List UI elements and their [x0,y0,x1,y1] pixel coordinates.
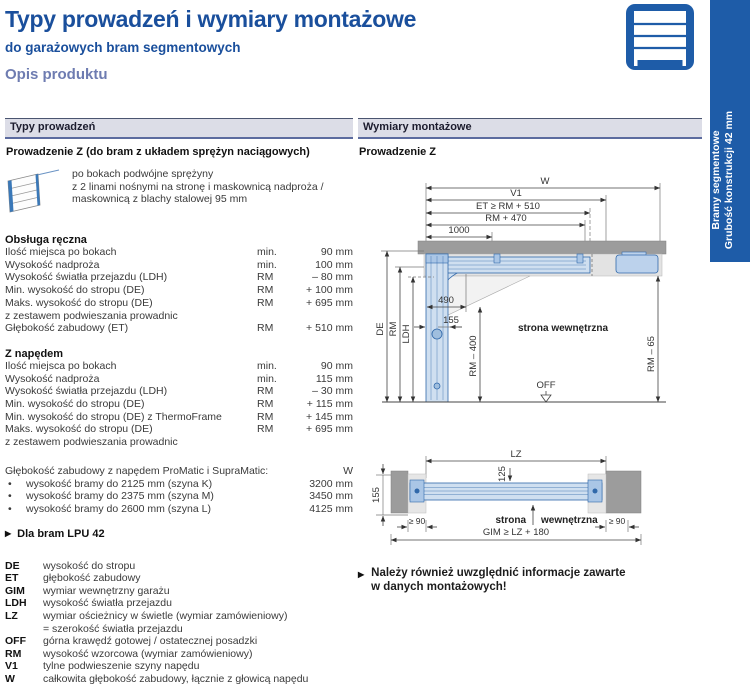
spec-label: Min. wysokość do stropu (DE) z ThermoFrame [5,410,222,423]
legend-desc: wysokość do stropu [43,559,136,572]
side-tab-line1: Bramy segmentowe [710,130,722,230]
dim-rm400: RM – 400 [468,335,479,377]
spec-row [5,436,353,449]
spec-ref: RM [257,423,274,436]
spec-value: + 695 mm [306,423,353,436]
left-subheader: Prowadzenie Z (do bram z układem sprężyn naciągowych) [6,146,310,158]
bullet-row [5,503,353,516]
sectional-door-icon [625,3,695,78]
dim-rm: RM [388,321,399,337]
legend-desc: całkowita głębokość zabudowy, łącznie z głowicą napędu [43,673,309,685]
wall-left [391,471,408,513]
legend-term: W [5,673,15,685]
right-section-header: Wymiary montażowe [358,118,702,139]
legend-term: OFF [5,635,26,648]
bullet-glyph: • [8,477,12,490]
legend-row [5,610,353,623]
manual-title: Obsługa ręczna [5,234,87,246]
legend-term: LZ [5,610,18,623]
legend-row [5,572,353,585]
spec-value [295,310,353,323]
spec-value: + 695 mm [306,296,353,309]
dim-1000: 1000 [448,225,470,236]
depth-header [5,465,353,478]
legend-desc: wysokość światła przejazdu [43,597,172,610]
bullet-value: 3450 mm [309,490,353,503]
spec-value: 115 mm [315,372,353,385]
dim-ldh: LDH [401,324,412,344]
legend-row [5,597,353,610]
legend-desc: głębokość zabudowy [43,572,141,585]
spec-ref: RM [257,398,274,411]
spec-row [5,398,353,411]
dim-rm470: RM + 470 [485,213,527,224]
depth-block [5,465,353,516]
legend-term: V1 [5,660,18,673]
spec-label: Wysokość nadproża [5,372,100,385]
legend-row [5,560,353,573]
spec-value: + 100 mm [306,284,353,297]
inside-label-right: wewnętrzna [541,515,598,526]
legend-desc: tylne podwieszenie szyny napędu [43,660,200,673]
spec-value: – 80 mm [312,271,353,284]
legend-row [5,673,353,686]
spec-ref: RM [257,410,274,423]
depth-title: Głębokość zabudowy z napędem ProMatic i SupraMatic: [5,464,269,477]
spec-value: 90 mm [320,359,353,372]
spec-value: + 145 mm [306,410,353,423]
spec-label: Ilość miejsca po bokach [5,359,117,372]
legend-term: LDH [5,597,27,610]
side-view-diagram [358,164,702,422]
right-column [358,118,702,594]
arrow-icon: ▶ [5,529,12,539]
side-tab [710,0,750,262]
intro-text [72,168,324,221]
right-subheader: Prowadzenie Z [359,146,437,158]
inside-label: strona wewnętrzna [517,323,609,334]
spec-value: 100 mm [315,258,353,271]
dim-155-top: 155 [371,487,382,503]
spec-row [5,360,353,373]
note-line1: Należy również uwzględnić informacje zawarte [371,567,626,579]
dim-ge90-right: ≥ 90 [608,516,626,526]
dim-de: DE [375,322,386,336]
spec-ref: RM [257,385,274,398]
drive-unit [616,255,658,273]
dim-lz: LZ [510,449,522,460]
legend-term: GIM [5,584,25,597]
arrow-icon: ▶ [358,570,365,579]
intro-line: maskownicą z blachy stalowej 95 mm [72,193,248,206]
legend-term: ET [5,572,19,585]
spec-label: z zestawem podwieszania prowadnic [5,309,178,322]
dim-v1: V1 [510,188,522,199]
spec-label: Głębokość zabudowy (ET) [5,322,129,335]
spec-ref: min. [257,372,277,385]
bullet-glyph: • [8,490,12,503]
bullet-label: wysokość bramy do 2125 mm (szyna K) [26,477,213,490]
page-subtitle: do garażowych bram segmentowych [5,40,241,55]
section-label: Opis produktu [5,66,108,83]
bullet-value: 3200 mm [309,477,353,490]
note-text [371,566,625,594]
spec-row [5,373,353,386]
dim-155: 155 [443,315,459,326]
spec-ref: min. [257,359,277,372]
bullet-row [5,478,353,491]
off-label: OFF [536,380,556,391]
powered-table [5,360,353,449]
bullet-glyph: • [8,502,12,515]
spec-value: – 30 mm [312,385,353,398]
legend-desc: = szerokość światła przejazdu [43,622,183,635]
top-view-diagram [358,428,702,546]
legend-desc: wymiar ościeżnicy w świetle (wymiar zamówieniowy) [43,610,288,623]
intro-line: po bokach podwójne sprężyny [72,168,214,180]
spec-value: + 510 mm [306,322,353,335]
spec-value: + 115 mm [306,398,353,411]
side-tab-label [710,50,750,310]
spec-value: 90 mm [320,246,353,258]
spec-ref: min. [257,246,277,258]
bullet-label: wysokość bramy do 2600 mm (szyna L) [26,502,211,515]
note-line2: w danych montażowych! [371,581,507,593]
spec-row [5,385,353,398]
legend-row [5,585,353,598]
legend-term [5,623,43,636]
spec-row [5,411,353,424]
for-doors-line [5,528,353,540]
spec-row [5,271,353,284]
note [358,566,702,594]
page-title: Typy prowadzeń i wymiary montażowe [5,6,417,32]
spec-ref: min. [257,258,277,271]
spec-ref: RM [257,322,274,335]
spec-row [5,246,353,259]
spec-value [295,436,353,449]
dim-et: ET ≥ RM + 510 [476,201,540,212]
dim-rm65: RM – 65 [646,336,657,372]
spec-row [5,259,353,272]
left-section-header: Typy prowadzeń [5,118,353,139]
legend-desc: górna krawędź gotowej / ostatecznej posadzki [43,635,258,648]
floor-level-symbol [541,395,551,402]
legend [5,560,353,686]
dim-490: 490 [438,295,454,306]
spec-row [5,297,353,310]
depth-col-label: W [343,464,353,477]
spec-row [5,310,353,323]
powered-title: Z napędem [5,347,64,360]
spec-label: Min. wysokość do stropu (DE) [5,284,145,297]
spec-ref [257,310,295,323]
spec-ref [257,436,295,449]
page-header [5,6,615,83]
dim-w: W [540,176,550,187]
inside-label-left: strona [495,515,526,526]
spec-label: Maks. wysokość do stropu (DE) [5,423,153,436]
dim-gim: GIM ≥ LZ + 180 [482,527,550,538]
left-column [5,118,353,686]
legend-term: RM [5,647,22,660]
bullet-row [5,490,353,503]
manual-table [5,246,353,335]
spec-label: Maks. wysokość do stropu (DE) [5,296,153,309]
side-tab-line2: Grubość konstrukcji 42 mm [723,110,735,250]
spec-ref: RM [257,296,274,309]
bullet-label: wysokość bramy do 2375 mm (szyna M) [26,490,214,503]
spec-label: z zestawem podwieszania prowadnic [5,436,178,449]
spec-row [5,284,353,297]
legend-row [5,660,353,673]
intro-block [5,168,353,221]
spec-row [5,423,353,436]
spec-label: Wysokość światła przejazdu (LDH) [5,385,168,398]
legend-row [5,635,353,648]
wall-right [606,471,641,513]
spec-label: Wysokość nadproża [5,258,100,271]
legend-desc: wymiar wewnętrzny garażu [43,584,170,597]
dim-ge90-left: ≥ 90 [408,516,426,526]
spec-row [5,322,353,335]
spec-label: Wysokość światła przejazdu (LDH) [5,271,168,284]
door-panel [410,483,602,500]
spec-label: Ilość miejsca po bokach [5,246,117,258]
spec-ref: RM [257,284,274,297]
intro-line: z 2 linami nośnymi na stronę i maskownicą nadproża / [72,180,324,193]
legend-desc: wysokość wzorcowa (wymiar zamówieniowy) [43,647,253,660]
legend-row [5,648,353,661]
spec-ref: RM [257,271,274,284]
bullet-value: 4125 mm [309,502,353,515]
legend-term: DE [5,559,20,572]
dim-125: 125 [497,466,508,482]
legend-row [5,623,353,636]
spec-label: Min. wysokość do stropu (DE) [5,398,145,411]
door-sketch-icon [5,168,60,221]
for-doors-label: Dla bram LPU 42 [17,527,105,540]
